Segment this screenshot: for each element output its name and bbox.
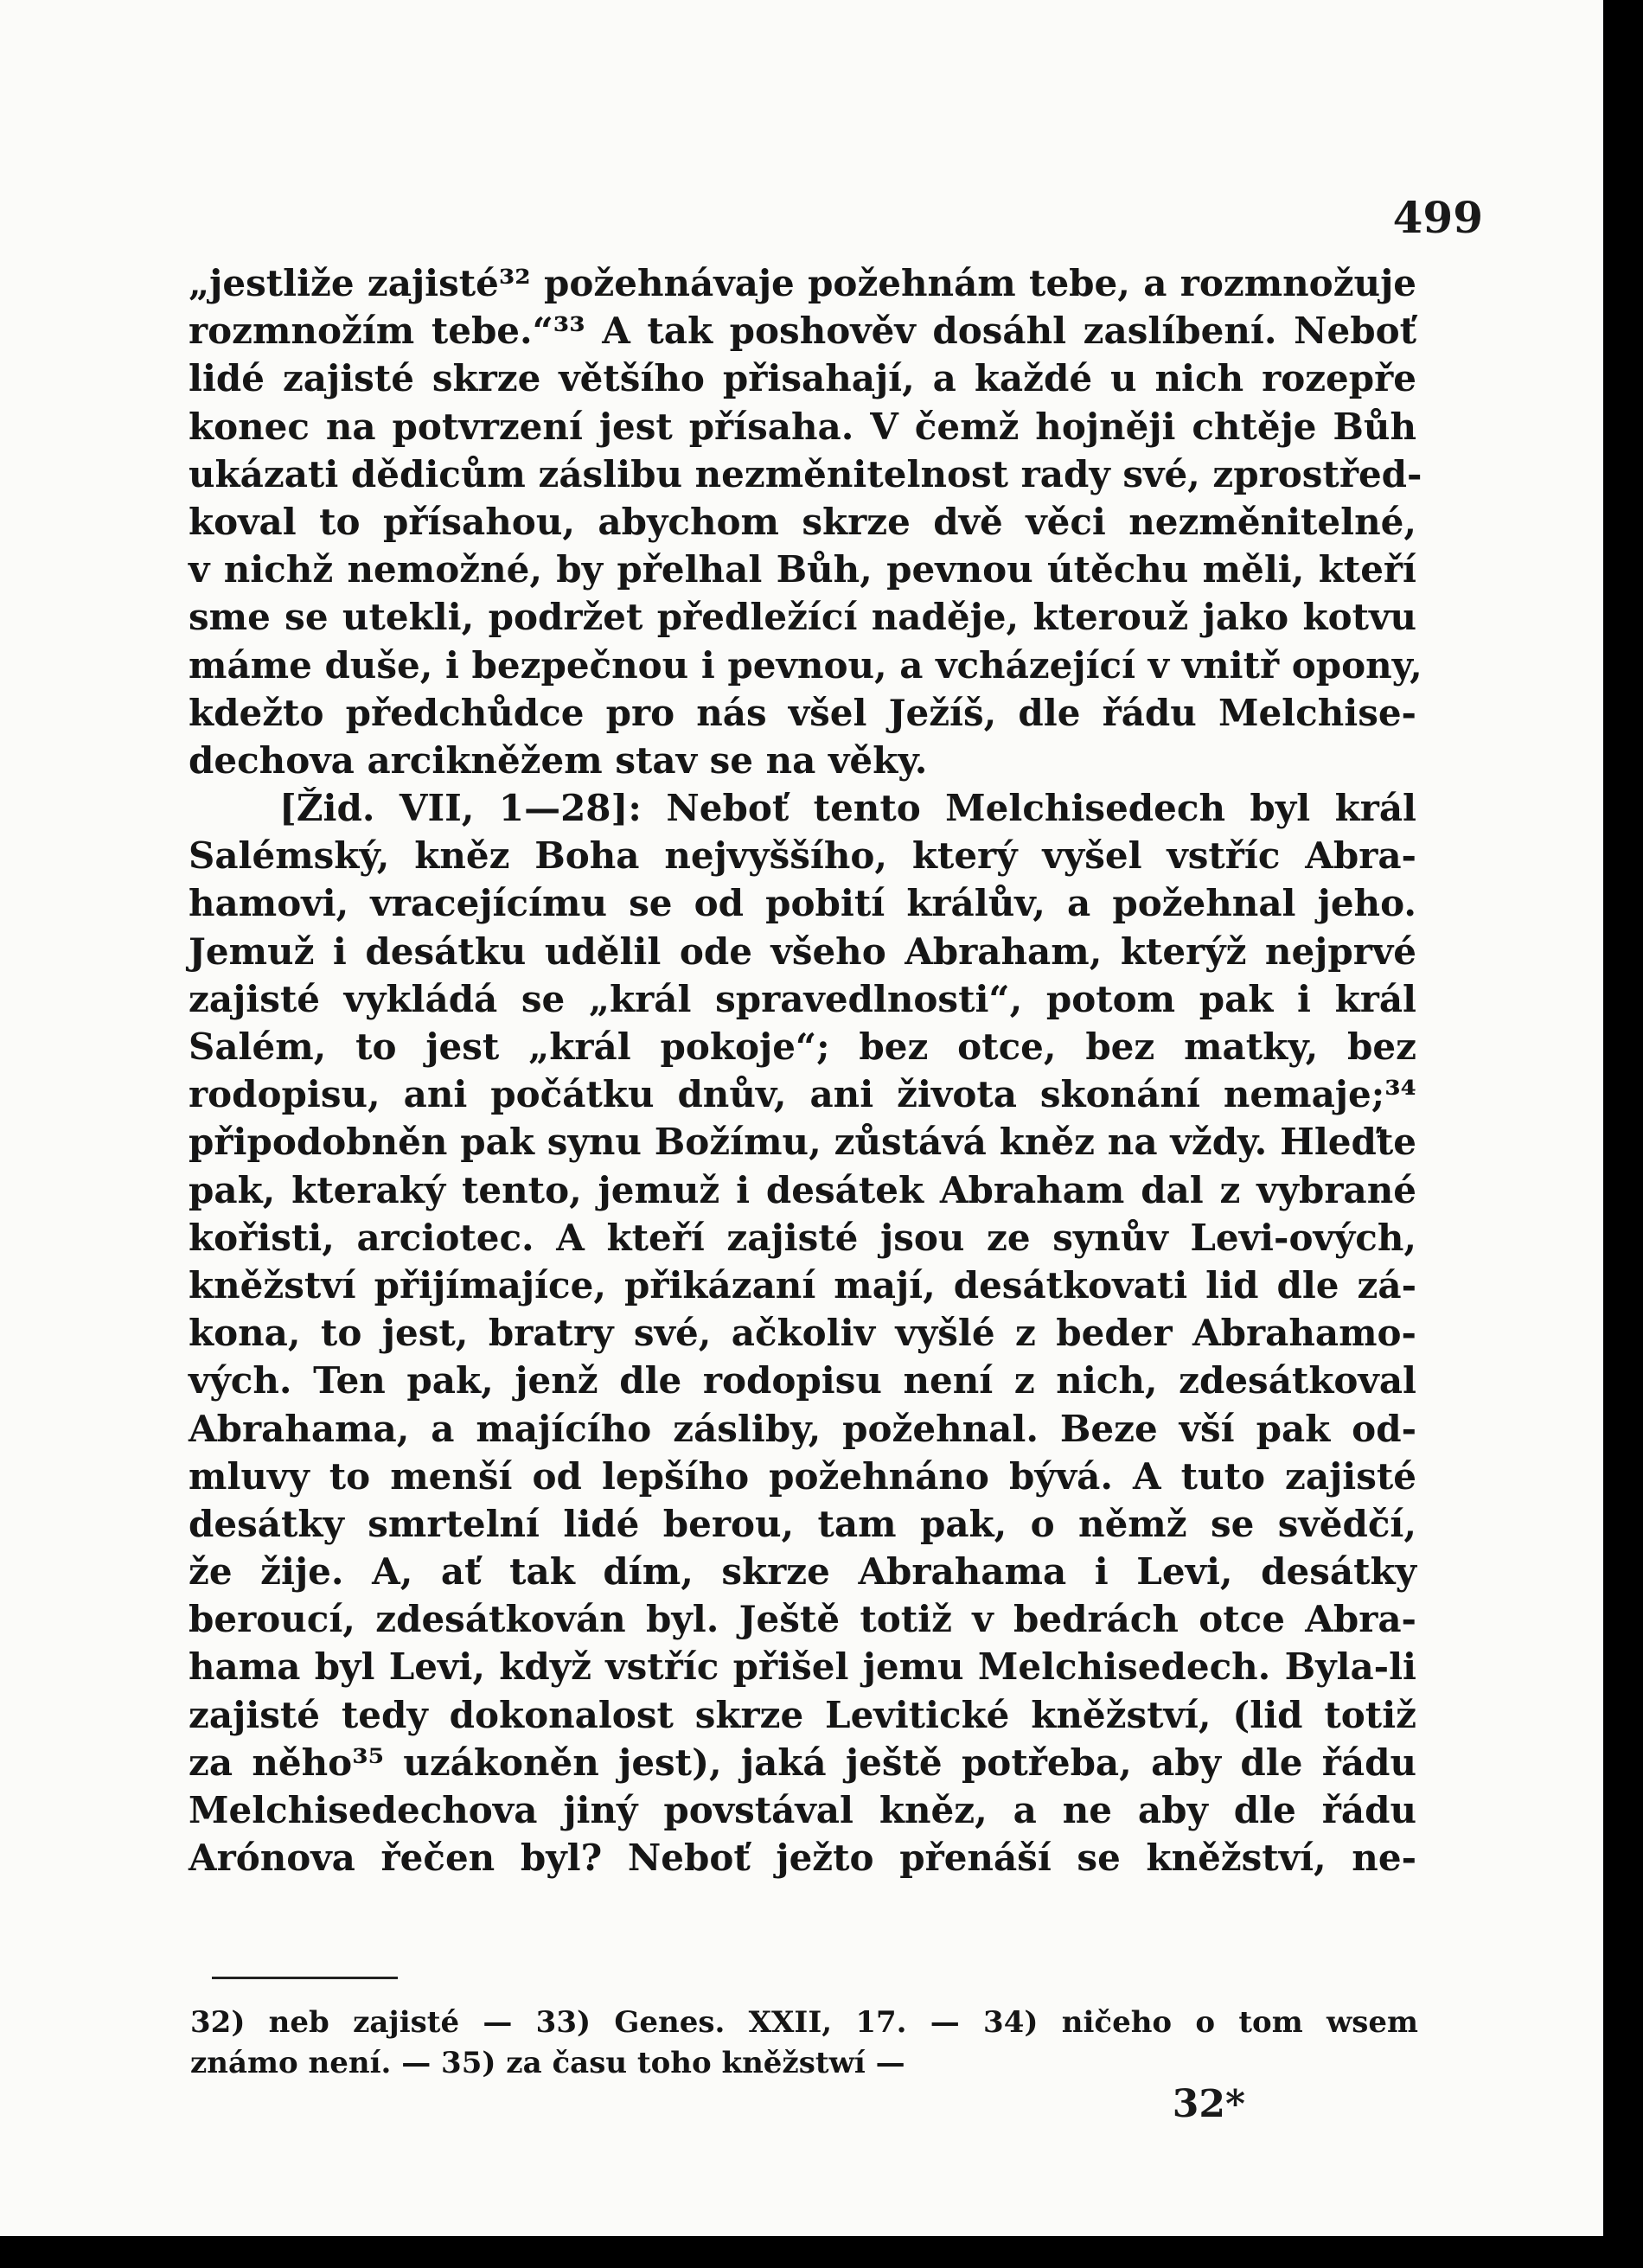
text-line: Jemuž i desátku udělil ode všeho Abraham, kterýž nejprvé	[189, 930, 1416, 973]
text-line: konec na potvrzení jest přísaha. V čemž hojněji chtěje Bůh	[189, 405, 1416, 448]
text-line: beroucí, zdesátkován byl. Ještě totiž v bedrách otce Abra-	[189, 1598, 1416, 1641]
footnote-line: známo není. — 35) za času toho kněžstwí —	[190, 2046, 905, 2080]
text-line: zajisté tedy dokonalost skrze Levitické kněžství, (lid totiž	[189, 1693, 1416, 1736]
text-line: v nichž nemožné, by přelhal Bůh, pevnou útěchu měli, kteří	[189, 548, 1416, 591]
footnote-divider	[212, 1977, 398, 1979]
text-line: že žije. A, ať tak dím, skrze Abrahama i Levi, desátky	[189, 1550, 1416, 1594]
text-line: hama byl Levi, když vstříc přišel jemu Melchisedech. Byla-li	[189, 1645, 1416, 1689]
text-line: Salém, to jest „král pokoje“; bez otce, bez matky, bez	[189, 1025, 1416, 1068]
footnote-line: 32) neb zajisté — 33) Genes. XXII, 17. — 34) ničeho o tom wsem	[190, 2005, 1418, 2040]
text-line: Abrahama, a majícího zásliby, požehnal. Beze vší pak od-	[189, 1407, 1416, 1450]
text-line: Melchisedechova jiný povstával kněz, a ne aby dle řádu	[189, 1789, 1416, 1831]
text-line: rodopisu, ani počátku dnův, ani života skonání nemaje;³⁴	[189, 1073, 1416, 1116]
text-line: desátky smrtelní lidé berou, tam pak, o němž se svědčí,	[189, 1502, 1416, 1545]
text-line: kdežto předchůdce pro nás všel Ježíš, dle řádu Melchise-	[189, 691, 1416, 734]
body-text	[189, 259, 1422, 1881]
text-line: máme duše, i bezpečnou i pevnou, a vcházející v vnitř opony,	[189, 643, 1422, 687]
text-line: za něho³⁵ uzákoněn jest), jaká ještě potřeba, aby dle řádu	[189, 1741, 1416, 1784]
text-line: lidé zajisté skrze většího přisahají, a každé u nich rozepře	[189, 357, 1416, 400]
text-line: kněžství přijímajíce, přikázaní mají, desátkovati lid dle zá-	[189, 1263, 1416, 1306]
text-line: zajisté vykládá se „král spravedlnosti“, potom pak i král	[189, 977, 1416, 1020]
printer-signature: 32*	[1172, 2082, 1245, 2126]
text-line: rozmnožím tebe.“³³ A tak poshověv dosáhl zaslíbení. Neboť	[189, 310, 1416, 353]
text-line: mluvy to menší od lepšího požehnáno bývá. A tuto zajisté	[189, 1454, 1416, 1498]
page-number: 499	[1392, 192, 1483, 243]
text-line: hamovi, vracejícímu se od pobití králův, a požehnal jeho.	[189, 882, 1416, 925]
footnotes	[190, 2003, 1418, 2084]
text-line: vých. Ten pak, jenž dle rodopisu není z nich, zdesátkoval	[189, 1359, 1416, 1402]
text-line: kořisti, arciotec. A kteří zajisté jsou ze synův Levi-ových,	[189, 1216, 1416, 1259]
text-line: „jestliže zajisté³² požehnávaje požehnám tebe, a rozmnožuje	[189, 262, 1416, 304]
text-line: sme se utekli, podržet předležící naděje, kterouž jako kotvu	[189, 596, 1416, 639]
text-line: Arónova řečen byl? Neboť ježto přenáší se kněžství, ne-	[189, 1837, 1416, 1880]
text-line: pak, kteraký tento, jemuž i desátek Abraham dal z vybrané	[189, 1168, 1416, 1211]
text-line: kona, to jest, bratry své, ačkoliv vyšlé z beder Abrahamo-	[189, 1312, 1416, 1355]
text-line: Salémský, kněz Boha nejvyššího, který vyšel vstříc Abra-	[189, 834, 1416, 878]
text-line: [Žid. VII, 1—28]: Neboť tento Melchisedech byl král	[279, 787, 1416, 830]
text-line: připodobněn pak synu Božímu, zůstává kněz na vždy. Hleďte	[189, 1121, 1416, 1164]
text-line: dechova arcikněžem stav se na věky.	[189, 738, 928, 782]
text-line: koval to přísahou, abychom skrze dvě věci nezměnitelné,	[189, 500, 1416, 543]
text-line: ukázati dědicům záslibu nezměnitelnost rady své, zprostřed-	[189, 452, 1422, 495]
